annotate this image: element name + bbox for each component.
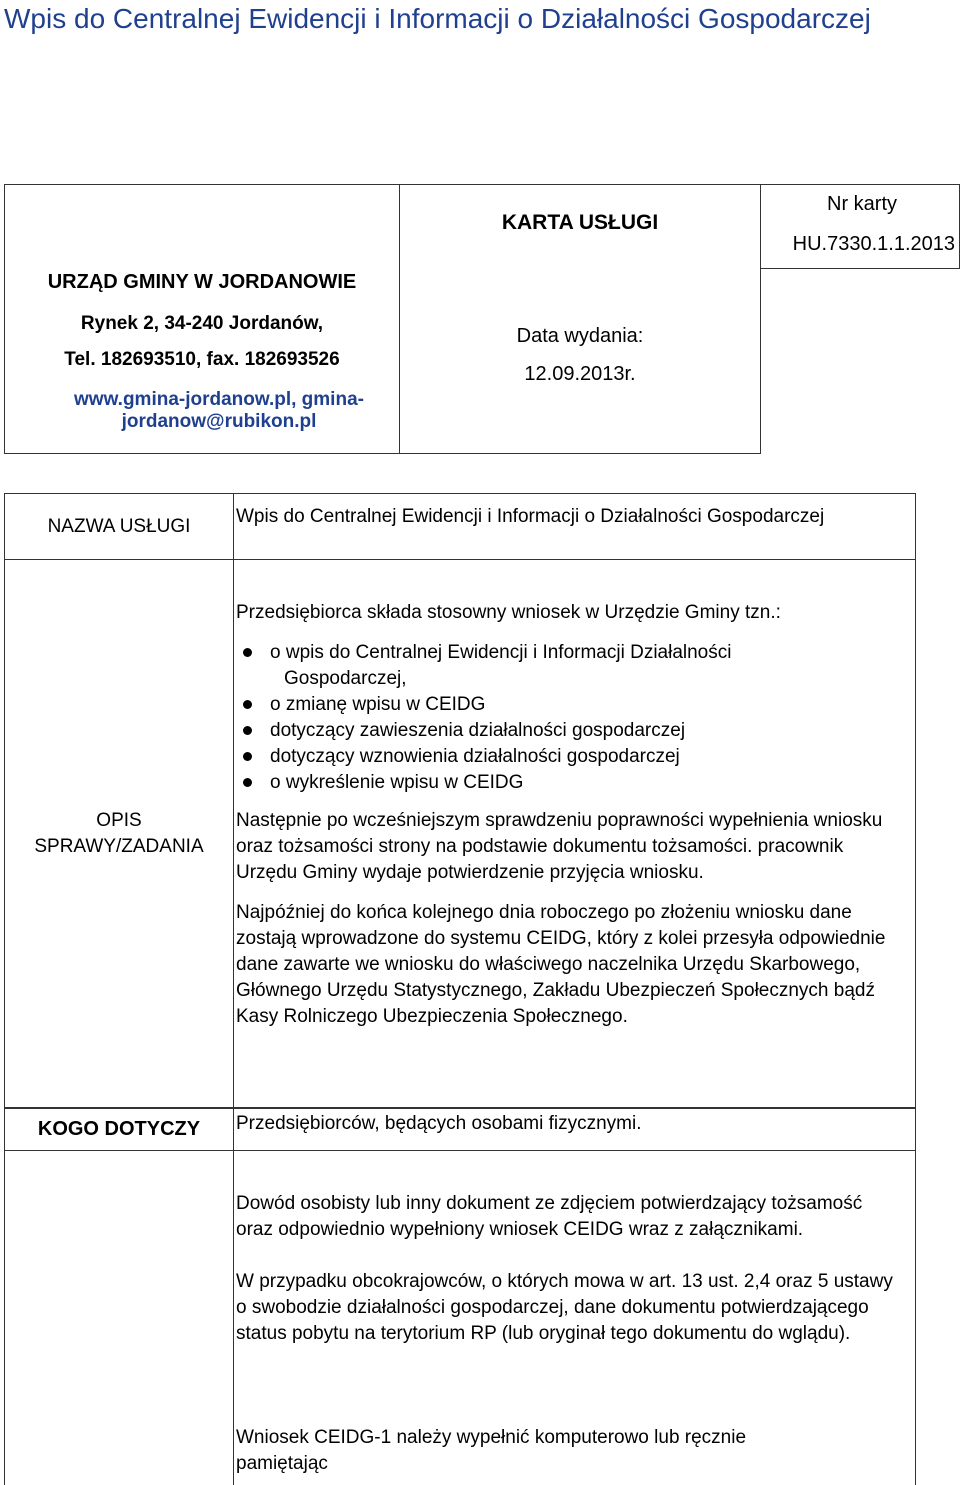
description-label-text: OPIS SPRAWY/ZADANIA [34,809,204,857]
issue-date: 12.09.2013r. [524,363,636,385]
service-name-text: Wpis do Centralnej Ewidencji i Informacji o Działalności Gospodarczej [236,506,825,527]
bullet-text: dotyczący zawieszenia działalności gospodarczej [270,720,686,741]
description-paragraph-2: Najpóźniej do końca kolejnego dnia roboczego po złożeniu wniosku dane zostają wprowadzone do systemu CEIDG, który z kolei przesyła odpowiednie dane zawarte we wniosku do właściwego naczelnika Urzędu Skarbowego, Głównego Urzędu Statystycznego, Zakładu Ubezpieczeń Społecznych bądź Kasy Rolniczego Ubezpieczenia Społecznego. [236,902,886,1027]
documents-value [233,1150,916,1485]
bullet-icon [243,700,252,709]
list-item [234,718,731,744]
bullet-text-continued: Gospodarczej, [284,668,407,689]
who-value: Przedsiębiorców, będących osobami fizycznymi. [233,1108,916,1151]
list-item [234,744,731,770]
service-name-label: NAZWA USŁUGI [4,493,233,560]
documents-paragraph-1: Dowód osobisty lub inny dokument ze zdjęciem potwierdzający tożsamość oraz odpowiednio wypełniony wniosek CEIDG wraz z załącznikami. [236,1193,863,1240]
document-title: Wpis do Centralnej Ewidencji i Informacji o Działalności Gospodarczej [4,3,871,34]
description-paragraph-1: Następnie po wcześniejszym sprawdzeniu poprawności wypełnienia wniosku oraz tożsamości strony na podstawie dokumentu tożsamości. pracownik Urzędu Gminy wydaje potwierdzenie przyjęcia wniosku. [236,810,883,883]
description-row [4,559,916,1108]
documents-label [4,1150,233,1485]
list-item [234,692,731,718]
office-web: www.gmina-jordanow.pl, gmina-jordanow@rubikon.pl [74,389,364,432]
service-name-row [4,493,916,560]
bullet-icon [243,726,252,735]
documents-paragraph-3: Wniosek CEIDG-1 należy wypełnić komputerowo lub ręcznie pamiętając [236,1427,747,1474]
list-item [234,770,731,796]
bullet-icon [243,648,252,657]
card-label: KARTA USŁUGI [501,211,659,234]
description-bullet-list [234,640,731,796]
who-row [4,1108,916,1151]
bullet-icon [243,752,252,761]
bullet-text: o wpis do Centralnej Ewidencji i Informacji Działalności [270,642,732,663]
who-label: KOGO DOTYCZY [4,1108,233,1151]
documents-row [4,1150,916,1485]
office-address: Rynek 2, 34-240 Jordanów, [80,313,324,334]
documents-paragraph-2: W przypadku obcokrajowców, o których mowa w art. 13 ust. 2,4 oraz 5 ustawy o swobodzie działalności gospodarczej, dane dokumentu potwierdzającego status pobytu na terytorium RP (lub oryginał tego dokumentu do wglądu). [236,1271,893,1344]
office-phone: Tel. 182693510, fax. 182693526 [64,349,340,370]
bullet-text: dotyczący wznowienia działalności gospodarczej [270,746,680,767]
bullet-icon [243,778,252,787]
bullet-text: o zmianę wpisu w CEIDG [270,694,486,715]
list-item [234,640,731,692]
card-number-cell [760,184,960,269]
description-label [4,559,233,1108]
office-cell [4,184,400,454]
office-name: URZĄD GMINY W JORDANOWIE [47,271,357,293]
bullet-text: o wykreślenie wpisu w CEIDG [270,772,524,793]
description-value [233,559,916,1108]
description-intro: Przedsiębiorca składa stosowny wniosek w Urzędzie Gminy tzn.: [236,602,781,623]
card-number-label: Nr karty [827,193,897,215]
header-table [0,184,960,454]
card-cell [399,184,761,454]
issue-date-label: Data wydania: [516,325,644,347]
service-name-value [233,493,916,560]
card-number: HU.7330.1.1.2013 [792,233,955,255]
